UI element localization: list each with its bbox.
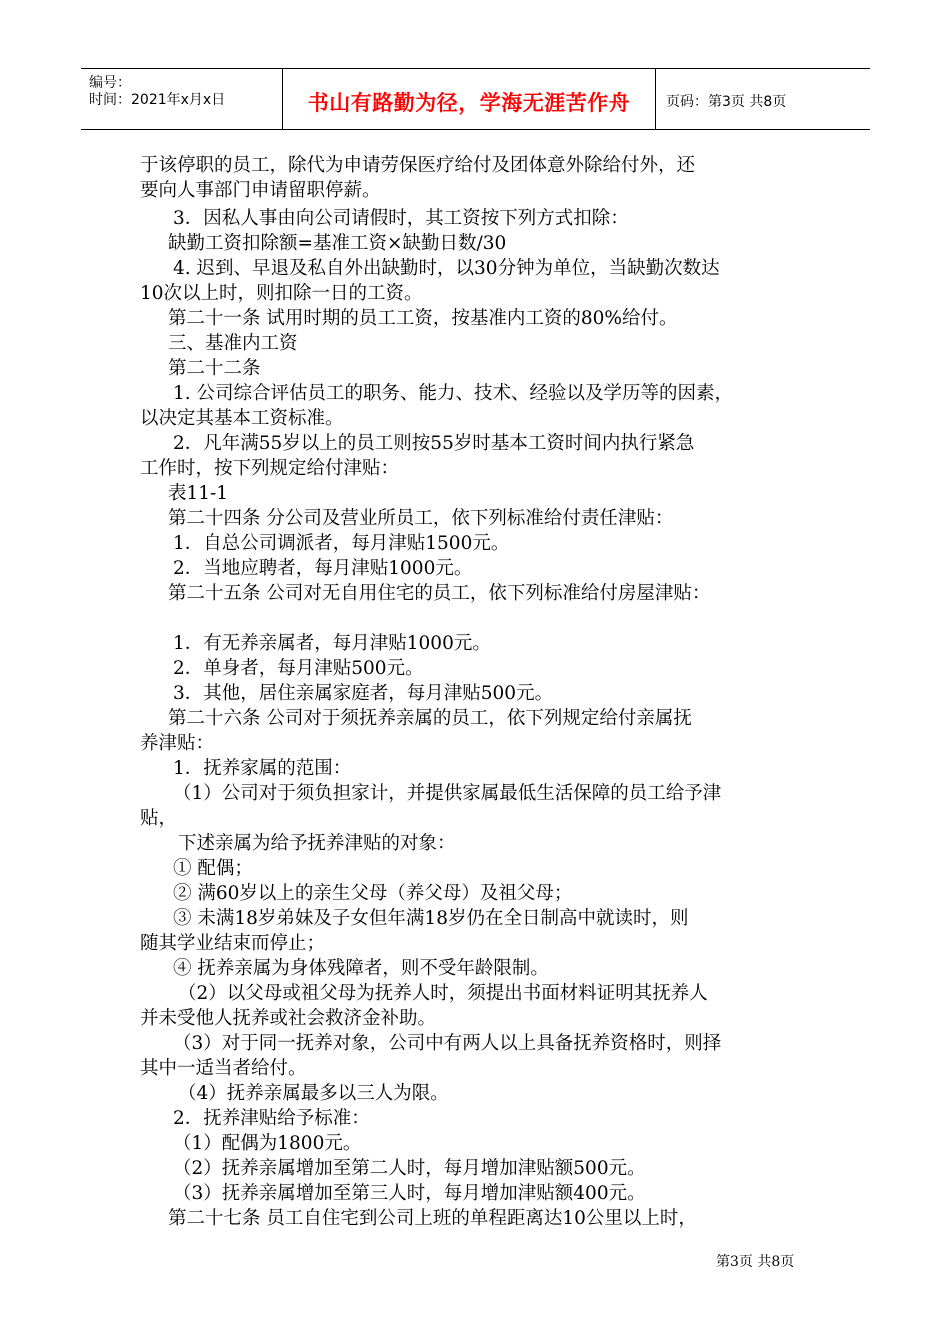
header-page-info: 页码：第3页 共8页 bbox=[666, 94, 787, 110]
body-line: （3）抚养亲属增加至第三人时，每月增加津贴额400元。 bbox=[173, 1183, 646, 1204]
body-line: 第二十六条 公司对于须抚养亲属的员工，依下列规定给付亲属抚 bbox=[168, 708, 692, 729]
body-line: ① 配偶； bbox=[173, 858, 253, 879]
body-line: 表11-1 bbox=[168, 483, 229, 504]
body-line: 10次以上时，则扣除一日的工资。 bbox=[140, 283, 423, 304]
body-line: 2．单身者，每月津贴500元。 bbox=[173, 658, 424, 679]
body-line: 第二十五条 公司对无自用住宅的员工，依下列标准给付房屋津贴： bbox=[168, 583, 711, 604]
header-motto: 书山有路勤为径，学海无涯苦作舟 bbox=[307, 91, 631, 115]
body-line: 1．有无养亲属者，每月津贴1000元。 bbox=[173, 633, 491, 654]
body-line: 其中一适当者给付。 bbox=[140, 1058, 307, 1079]
body-line: 于该停职的员工，除代为申请劳保医疗给付及团体意外除给付外，还 bbox=[140, 155, 696, 176]
body-line: （2）抚养亲属增加至第二人时，每月增加津贴额500元。 bbox=[173, 1158, 646, 1179]
body-line: 1．自总公司调派者，每月津贴1500元。 bbox=[173, 533, 510, 554]
body-line: （2）以父母或祖父母为抚养人时，须提出书面材料证明其抚养人 bbox=[178, 983, 708, 1004]
document-date: 时间：2021年x月x日 bbox=[89, 92, 226, 108]
body-line: 2．抚养津贴给予标准： bbox=[173, 1108, 370, 1129]
header-meta-cell bbox=[81, 69, 283, 129]
body-line: 第二十七条 员工自住宅到公司上班的单程距离达10公里以上时， bbox=[168, 1208, 697, 1229]
body-line: 三、基准内工资 bbox=[168, 333, 298, 354]
body-line: （1）配偶为1800元。 bbox=[173, 1133, 362, 1154]
body-line: ④ 抚养亲属为身体残障者，则不受年龄限制。 bbox=[173, 958, 549, 979]
body-line: 3．因私人事由向公司请假时，其工资按下列方式扣除： bbox=[173, 208, 629, 229]
header-page-cell bbox=[656, 69, 870, 129]
body-line: 第二十二条 bbox=[168, 358, 261, 379]
body-line: （1）公司对于须负担家计，并提供家属最低生活保障的员工给予津 bbox=[173, 783, 722, 804]
body-line: 4. 迟到、早退及私自外出缺勤时，以30分钟为单位，当缺勤次数达 bbox=[173, 258, 720, 279]
header-motto-cell bbox=[283, 69, 656, 129]
body-line: 下述亲属为给予抚养津贴的对象： bbox=[178, 833, 456, 854]
body-line: ② 满60岁以上的亲生父母（养父母）及祖父母； bbox=[173, 883, 573, 904]
body-line: 随其学业结束而停止； bbox=[140, 933, 326, 954]
body-line: 缺勤工资扣除额=基准工资×缺勤日数/30 bbox=[168, 233, 507, 254]
body-line: 工作时，按下列规定给付津贴： bbox=[140, 458, 400, 479]
body-line: 第二十四条 分公司及营业所员工，依下列标准给付责任津贴： bbox=[168, 508, 674, 529]
body-line: 1. 公司综合评估员工的职务、能力、技术、经验以及学历等的因素， bbox=[173, 383, 734, 404]
body-line: 以决定其基本工资标准。 bbox=[140, 408, 344, 429]
body-line: 养津贴： bbox=[140, 733, 215, 754]
page-header bbox=[81, 68, 870, 130]
document-number-label: 编号： bbox=[89, 75, 131, 91]
body-line: 要向人事部门申请留职停薪。 bbox=[140, 180, 381, 201]
body-line: 第二十一条 试用时期的员工工资，按基准内工资的80%给付。 bbox=[168, 308, 678, 329]
body-line: 2．当地应聘者，每月津贴1000元。 bbox=[173, 558, 473, 579]
body-line: 并未受他人抚养或社会救济金补助。 bbox=[140, 1008, 437, 1029]
body-line: 1．抚养家属的范围： bbox=[173, 758, 352, 779]
body-line: （4）抚养亲属最多以三人为限。 bbox=[178, 1083, 449, 1104]
body-line: 3．其他，居住亲属家庭者，每月津贴500元。 bbox=[173, 683, 554, 704]
body-line: 2．凡年满55岁以上的员工则按55岁时基本工资时间内执行紧急 bbox=[173, 433, 695, 454]
body-line: （3）对于同一抚养对象，公司中有两人以上具备抚养资格时，则择 bbox=[173, 1033, 722, 1054]
page-footer-info: 第3页 共8页 bbox=[716, 1254, 795, 1270]
body-line: ③ 未满18岁弟妹及子女但年满18岁仍在全日制高中就读时，则 bbox=[173, 908, 689, 929]
body-line: 贴， bbox=[140, 808, 178, 829]
